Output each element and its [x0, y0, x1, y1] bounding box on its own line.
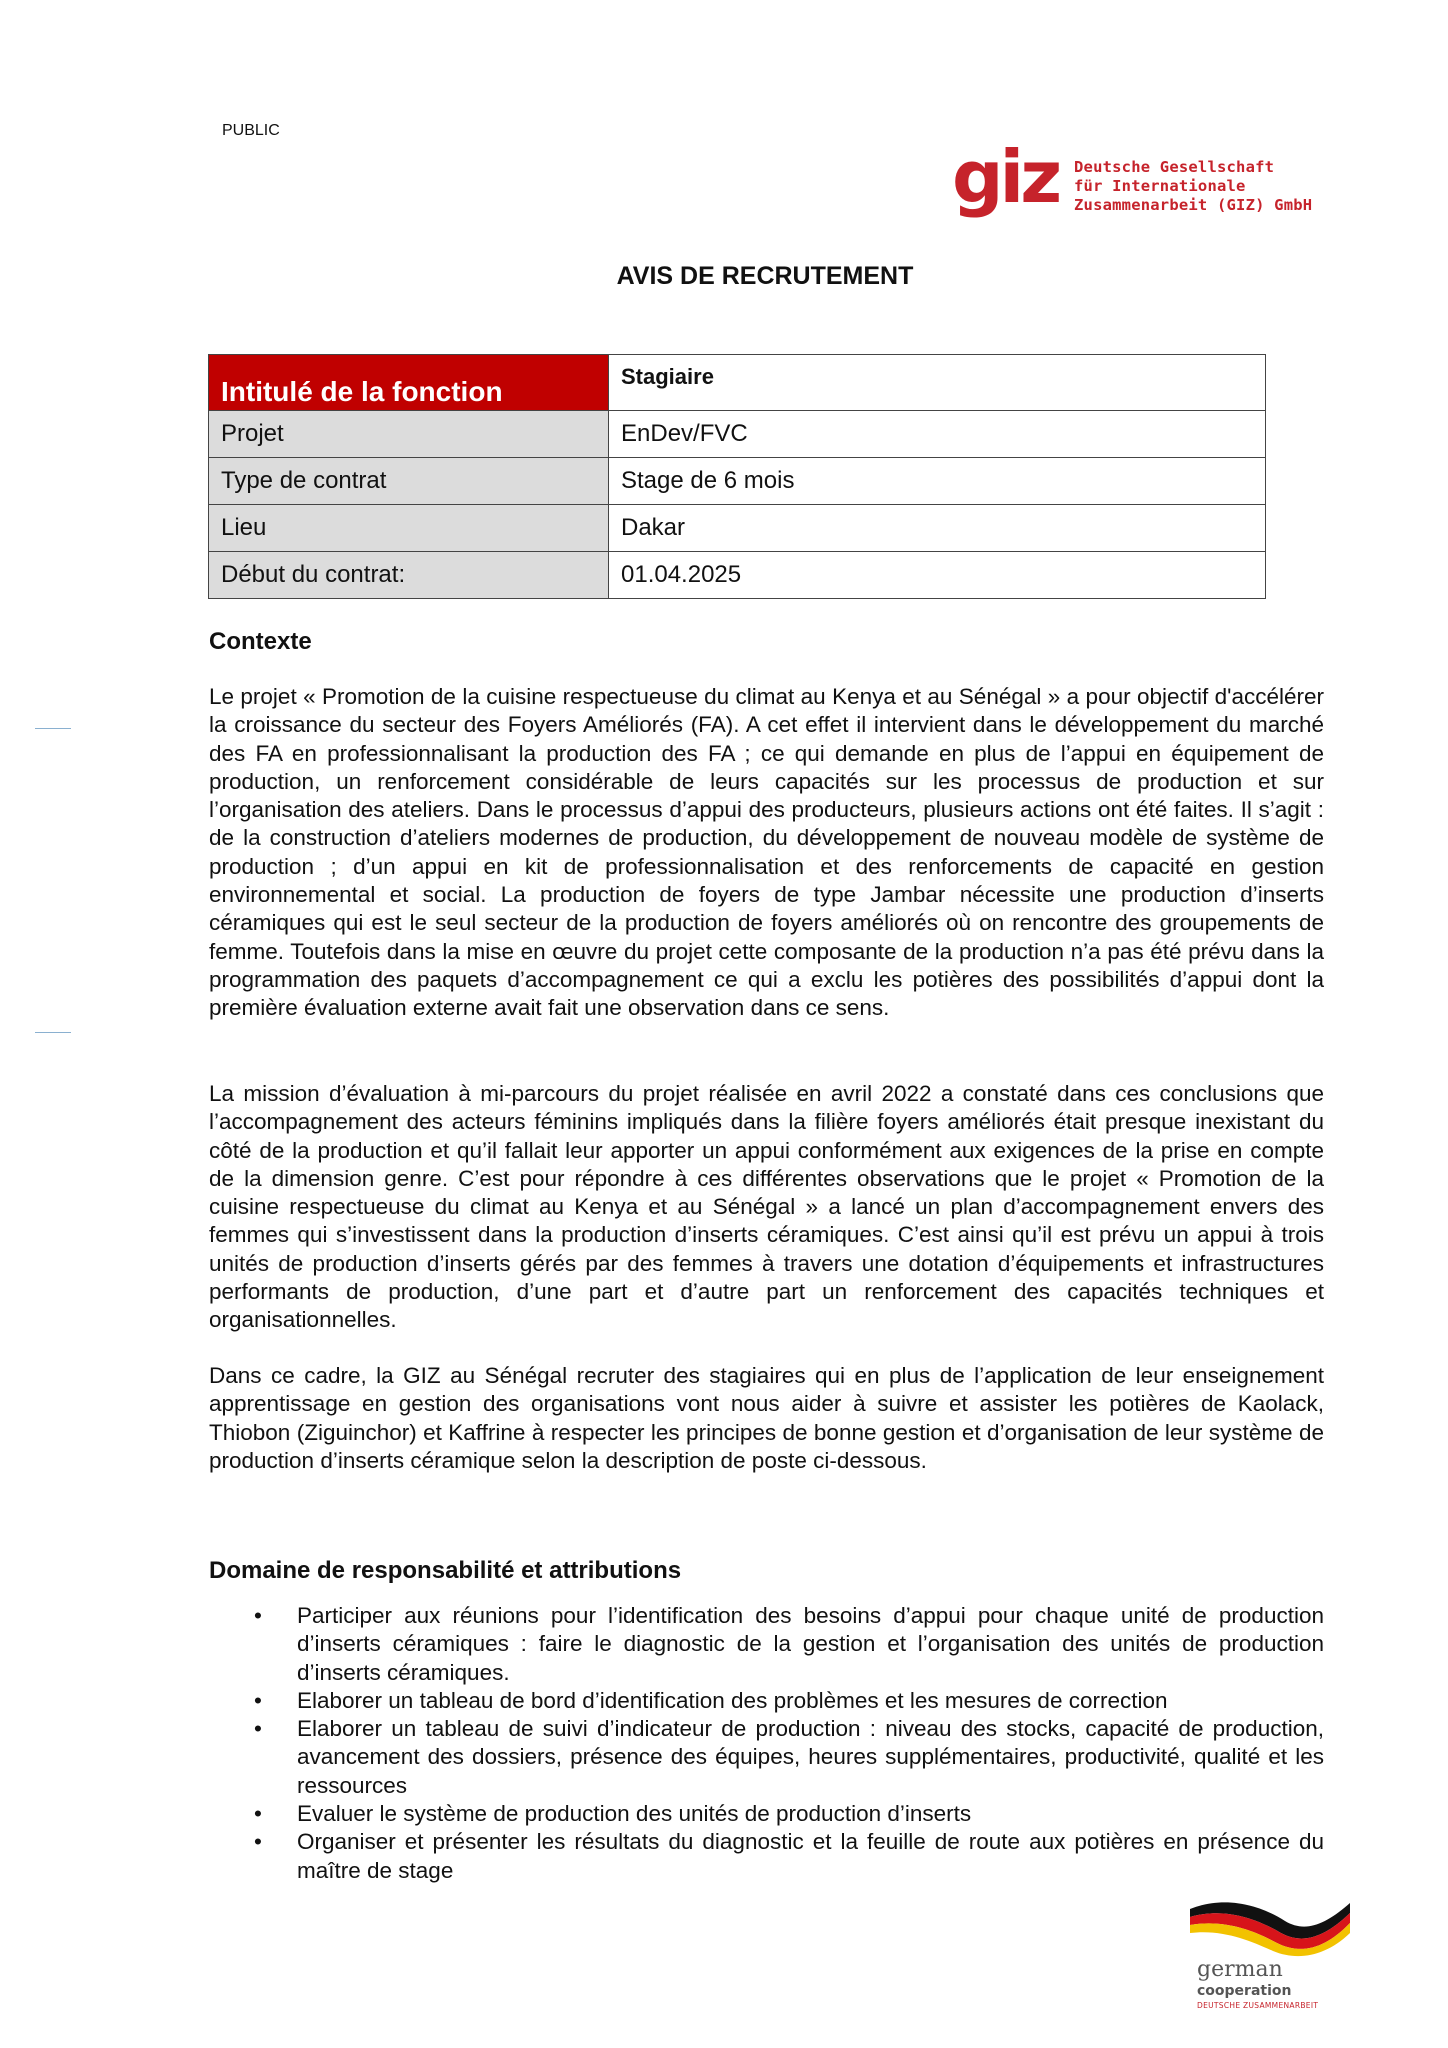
german-cooperation-line: german: [1197, 1957, 1283, 1982]
list-item-text: Elaborer un tableau de suivi d’indicateur de production : niveau des stocks, capacité de production, avancement des dossiers, présence des équipes, heures supplémentaires, productivité, qualité et les ressources: [297, 1716, 1324, 1798]
giz-logo-line: Deutsche Gesellschaft: [1074, 158, 1275, 176]
list-item-text: Organiser et présenter les résultats du diagnostic et la feuille de route aux potières en présence du maître de stage: [297, 1829, 1324, 1883]
row-value: 01.04.2025: [609, 552, 1266, 599]
list-item-text: Elaborer un tableau de bord d’identification des problèmes et les mesures de correction: [297, 1687, 1168, 1713]
context-paragraph: Le projet « Promotion de la cuisine respectueuse du climat au Kenya et au Sénégal » a pour objectif d'accélérer la croissance du secteur des Foyers Améliorés (FA). A cet effet il intervient dans le développement du marché des FA en professionnalisant la production des FA ; ce qui demande en plus de l’appui en équipement de production, un renforcement considérable de leurs capacités sur les processus de production et sur l’organisation des ateliers. Dans le processus d’appui des producteurs, plusieurs actions ont été faites. Il s’agit : de la construction d’ateliers modernes de production, du développement de nouveau modèle de système de production ; d’un appui en kit de professionnalisation et des renforcements de capacité en gestion environnemental et social. La production de foyers de type Jambar nécessite une production d’inserts céramiques qui est le seul secteur de la production de foyers améliorés où on rencontre des groupements de femme. Toutefois dans la mise en œuvre du projet cette composante de la production n’a pas été prévu dans la programmation des paquets d’accompagnement ce qui a exclu les potières des possibilités d’appui dont la première évaluation externe avait fait une observation dans ce sens.: [209, 684, 1324, 1021]
table-row: [209, 411, 1266, 458]
list-item-text: Evaluer le système de production des unités de production d’inserts: [297, 1801, 972, 1827]
responsibilities-heading: Domaine de responsabilité et attributions: [209, 1557, 682, 1584]
list-item: [209, 1602, 1324, 1687]
flag-swoosh-icon: [1185, 1895, 1355, 1957]
classification-label: PUBLIC: [222, 122, 280, 139]
row-label: Début du contrat:: [209, 552, 609, 599]
bullet-icon: •: [254, 1829, 262, 1855]
list-item: [209, 1800, 1324, 1828]
giz-logo-text: [1074, 158, 1312, 215]
margin-mark: [35, 728, 71, 729]
list-item-text: Participer aux réunions pour l’identification des besoins d’appui pour chaque unité de production d’inserts céramiques : faire le diagnostic de la gestion et l’organisation des unités de production d’inserts céramiques.: [297, 1603, 1324, 1685]
list-item: [209, 1687, 1324, 1715]
german-cooperation-line: DEUTSCHE ZUSAMMENARBEIT: [1197, 2001, 1319, 2010]
row-value: Stage de 6 mois: [609, 458, 1266, 505]
bullet-icon: •: [254, 1603, 262, 1628]
german-cooperation-line: cooperation: [1197, 1983, 1292, 1999]
margin-mark: [35, 1032, 71, 1033]
svg-text:giz: giz: [952, 140, 1059, 219]
context-heading: Contexte: [209, 628, 312, 655]
responsibilities-list: [209, 1602, 1324, 1885]
giz-logo-mark-icon: [950, 140, 1070, 240]
context-paragraph: Dans ce cadre, la GIZ au Sénégal recruter des stagiaires qui en plus de l’application de leur enseignement apprentissage en gestion des organisations vont nous aider à suivre et assister les potières de Kaolack, Thiobon (Ziguinchor) et Kaffrine à respecter les principes de bonne gestion et d’organisation de leur système de production d’inserts céramique selon la description de poste ci-dessous.: [209, 1363, 1324, 1473]
list-item: [209, 1715, 1324, 1800]
bullet-icon: •: [254, 1801, 262, 1827]
giz-logo: [950, 140, 1313, 240]
table-row: [209, 355, 1266, 411]
giz-logo-line: für Internationale: [1074, 177, 1246, 195]
bullet-icon: •: [254, 1687, 262, 1713]
giz-logo-line: Zusammenarbeit (GIZ) GmbH: [1074, 196, 1313, 214]
table-row: [209, 505, 1266, 552]
row-value: Dakar: [609, 505, 1266, 552]
row-value: Stagiaire: [609, 355, 1266, 411]
job-info-table: [208, 354, 1266, 599]
context-paragraph: La mission d’évaluation à mi-parcours du projet réalisée en avril 2022 a constaté dans ces conclusions que l’accompagnement des acteurs féminins impliqués dans la filière foyers améliorés était presque inexistant du côté de la production et qu’il fallait leur apporter un appui conformément aux exigences de la prise en compte de la dimension genre. C’est pour répondre à ces différentes observations que le projet « Promotion de la cuisine respectueuse du climat au Kenya et au Sénégal » a lancé un plan d’accompagnement envers des femmes qui s’investissent dans la production d’inserts céramiques. C’est ainsi qu’il est prévu un appui à trois unités de production d’inserts gérés par des femmes à travers une dotation d’équipements et infrastructures performants de production, d’une part et d’autre part un renforcement des capacités techniques et organisationnelles.: [209, 1081, 1324, 1333]
list-item: [209, 1828, 1324, 1885]
row-value: EnDev/FVC: [609, 411, 1266, 458]
document-title: AVIS DE RECRUTEMENT: [616, 262, 914, 290]
german-cooperation-logo: [1185, 1895, 1355, 2015]
row-label: Intitulé de la fonction: [209, 355, 609, 411]
table-row: [209, 458, 1266, 505]
row-label: Lieu: [209, 505, 609, 552]
row-label: Projet: [209, 411, 609, 458]
row-label: Type de contrat: [209, 458, 609, 505]
table-row: [209, 552, 1266, 599]
bullet-icon: •: [254, 1716, 262, 1742]
